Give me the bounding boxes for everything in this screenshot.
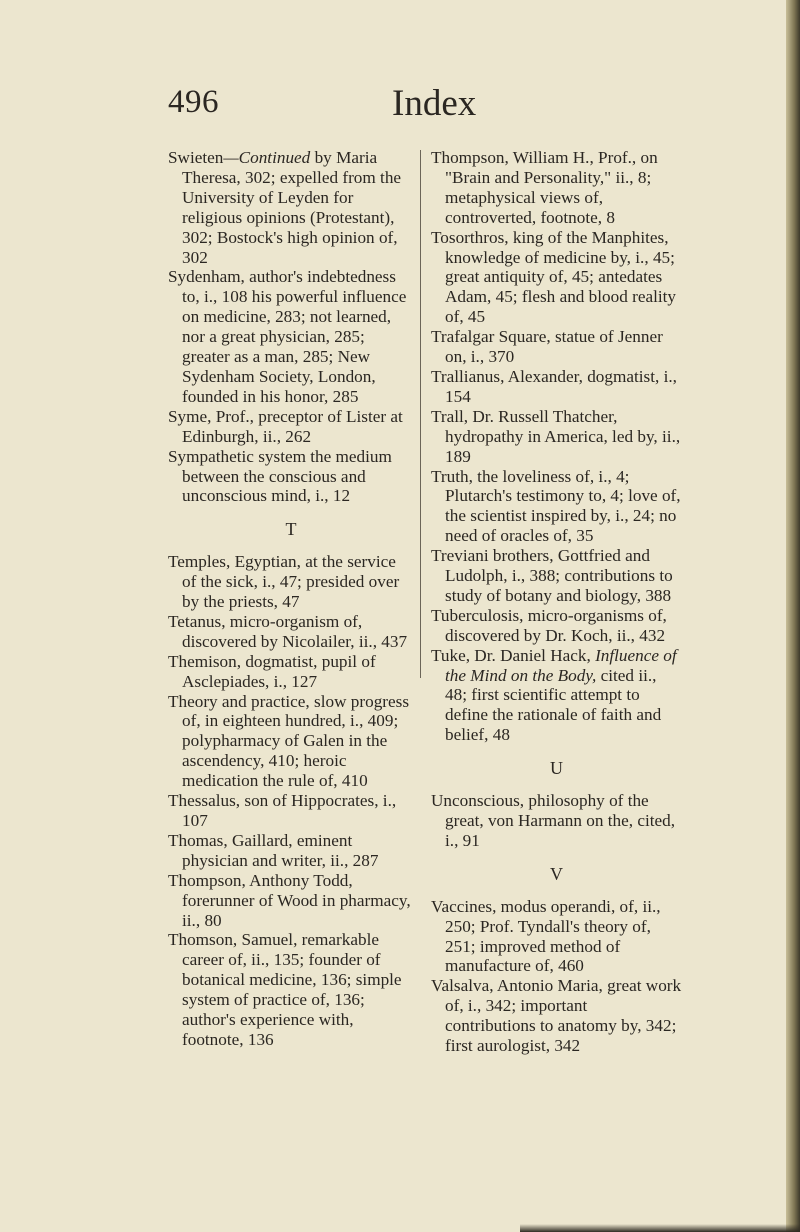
entry-text: Thomson, Samuel, remarkable career of, ii., 135; founder of botanical medicine, 136; simple system of practice of, 136; author's experience with, footnote, 136 [168,930,402,1049]
continued-marker: —Continued [223,148,311,167]
entry-text: Tetanus, micro-organism of, discovered by Nicolailer, ii., 437 [168,611,408,651]
page-title: Index [392,83,477,124]
index-entry [431,228,682,328]
page-header [0,82,800,132]
entry-text: Thompson, Anthony Todd, forerunner of Wood in pharmacy, ii., 80 [168,870,411,930]
index-entry [168,552,414,612]
entry-text: Thessalus, son of Hippocrates, i., 107 [168,791,397,830]
section-letter: U [550,758,563,779]
index-entry [168,148,414,267]
entry-heading: Tuke, Dr. Daniel Hack, [431,645,596,665]
page-number: 496 [168,84,219,120]
index-entry [431,897,682,977]
index-entry [431,606,682,646]
entry-text: Valsalva, Antonio Maria, great work of, i., 342; important contributions to anatomy by, 342; first aurologist, 342 [431,976,682,1056]
index-entry [168,612,414,652]
index-entry [431,327,682,367]
index-entry [168,831,414,871]
left-column [168,148,414,1050]
index-entry [431,148,682,228]
entry-text: Themison, dogmatist, pupil of Asclepiades, i., 127 [168,651,376,691]
index-entry [431,546,682,606]
index-entry [168,407,414,447]
index-entry [431,976,682,1056]
entry-text: Temples, Egyptian, at the service of the sick, i., 47; presided over by the priests, 47 [168,552,400,612]
column-divider [420,150,421,678]
entry-text: Trafalgar Square, statue of Jenner on, i., 370 [431,327,663,367]
entry-text: by Maria Theresa, 302; expelled from the University of Leyden for religious opinions (Protestant), 302; Bostock's high opinion of, 302 [182,148,402,267]
entry-text: Truth, the loveliness of, i., 4; Plutarch's testimony to, 4; love of, the scientist inspired by, i., 24; no need of oracles of, 35 [431,466,681,546]
entry-text: Theory and practice, slow progress of, in eighteen hundred, i., 409; polypharmacy of Galen in the ascendency, 410; heroic medication the rule of, 410 [168,691,410,791]
index-entry [431,791,682,851]
entry-text: Trall, Dr. Russell Thatcher, hydropathy in America, led by, ii., 189 [431,406,681,466]
index-entry [168,692,414,792]
index-entry [431,407,682,467]
entry-text: Thompson, William H., Prof., on "Brain and Personality," ii., 8; metaphysical views of, controverted, footnote, 8 [431,148,658,227]
entry-text: Sympathetic system the medium between the conscious and unconscious mind, i., 12 [168,446,392,506]
entry-text: Thomas, Gaillard, eminent physician and writer, ii., 287 [168,830,379,870]
entry-text: Treviani brothers, Gottfried and Ludolph, i., 388; contributions to study of botany and biology, 388 [431,546,673,605]
entry-heading: Swieten [168,148,224,167]
index-entry [168,447,414,507]
page-bottom-shadow [520,1224,800,1232]
entry-text: Syme, Prof., preceptor of Lister at Edinburgh, ii., 262 [168,406,403,446]
index-entry [168,871,414,931]
entry-text: Tuberculosis, micro-organisms of, discovered by Dr. Koch, ii., 432 [431,605,667,645]
entry-text: Tosorthros, king of the Manphites, knowledge of medicine by, i., 45; great antiquity of, 45; antedates Adam, 45; flesh and blood reality of, 45 [431,227,677,327]
entry-text: Unconscious, philosophy of the great, von Harmann on the, cited, i., 91 [431,791,676,850]
entry-text: Trallianus, Alexander, dogmatist, i., 154 [431,366,677,406]
entry-text: cited ii., 48; first scientific attempt to define the rationale of faith and belief, 48 [445,665,662,745]
index-entry [168,267,414,406]
index-entry [431,467,682,547]
page-edge-shadow [786,0,800,1232]
index-entry [431,367,682,407]
entry-text: Sydenham, author's indebtedness to, i., 108 his powerful influence on medicine, 283; not learned, nor a great physician, 285; greater as a man, 285; New Sydenham Society, London, founded in his honor, 285 [168,267,407,406]
index-entry [431,646,682,746]
index-entry [168,791,414,831]
index-entry [168,652,414,692]
section-letter: T [285,519,297,540]
book-title: Influence of the Mind on the Body, [445,645,677,685]
entry-text: Vaccines, modus operandi, of, ii., 250; Prof. Tyndall's theory of, 251; improved method of manufacture of, 460 [431,896,661,976]
section-letter: V [550,863,563,884]
right-column [431,148,682,1056]
index-entry [168,930,414,1049]
